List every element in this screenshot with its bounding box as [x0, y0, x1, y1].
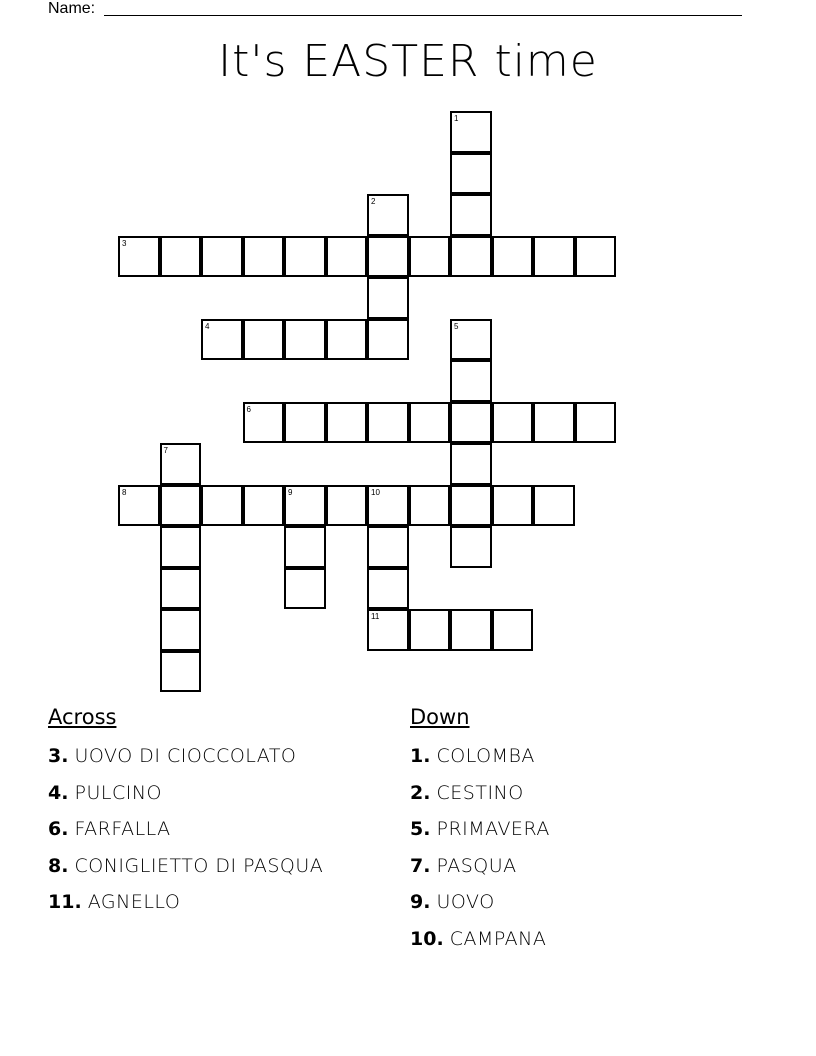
crossword-cell[interactable]	[367, 402, 409, 444]
clue-number: 2	[371, 197, 376, 206]
crossword-cell[interactable]	[118, 485, 160, 527]
clue-number: 5	[454, 321, 459, 331]
crossword-cell[interactable]	[492, 236, 534, 278]
crossword-cell[interactable]	[575, 402, 617, 444]
crossword-cell[interactable]	[160, 485, 202, 527]
down-clue: 2. CESTINO	[410, 781, 524, 804]
clue-number: 7	[163, 446, 168, 455]
crossword-cell[interactable]	[284, 236, 326, 278]
crossword-cell[interactable]	[326, 319, 368, 361]
crossword-cell[interactable]	[533, 485, 575, 527]
crossword-cell[interactable]	[326, 236, 368, 278]
crossword-cell[interactable]	[367, 194, 409, 236]
crossword-cell[interactable]	[326, 402, 368, 444]
crossword-cell[interactable]	[450, 319, 492, 361]
crossword-cell[interactable]	[243, 402, 285, 444]
crossword-cell[interactable]	[160, 526, 202, 568]
crossword-cell[interactable]	[160, 609, 202, 651]
clue-number: 9	[288, 487, 293, 497]
crossword-cell[interactable]	[243, 485, 285, 527]
crossword-cell[interactable]	[450, 526, 492, 568]
crossword-cell[interactable]	[201, 485, 243, 527]
crossword-cell[interactable]	[492, 609, 534, 651]
crossword-cell[interactable]	[160, 443, 202, 485]
down-clue: 10. CAMPANA	[410, 927, 547, 950]
crossword-cell[interactable]	[492, 485, 534, 527]
across-clue: 8. CONIGLIETTO DI PASQUA	[48, 854, 324, 877]
crossword-cell[interactable]	[201, 319, 243, 361]
crossword-cell[interactable]	[492, 402, 534, 444]
clue-number: 11	[371, 612, 380, 621]
down-heading: Down	[410, 705, 470, 729]
crossword-cell[interactable]	[450, 609, 492, 651]
crossword-cell[interactable]	[533, 236, 575, 278]
crossword-cell[interactable]	[409, 609, 451, 651]
across-clue: 11. AGNELLO	[48, 891, 181, 913]
clue-number: 10	[371, 487, 380, 497]
crossword-cell[interactable]	[160, 651, 202, 693]
crossword-cell[interactable]	[326, 485, 368, 527]
crossword-cell[interactable]	[367, 485, 409, 527]
crossword-cell[interactable]	[450, 194, 492, 236]
crossword-cell[interactable]	[367, 526, 409, 568]
crossword-cell[interactable]	[243, 236, 285, 278]
clue-number: 6	[246, 404, 251, 414]
crossword-cell[interactable]	[284, 568, 326, 610]
crossword-cell[interactable]	[284, 319, 326, 361]
across-clue: 6. FARFALLA	[48, 818, 171, 840]
crossword-cell[interactable]	[367, 277, 409, 319]
crossword-cell[interactable]	[575, 236, 617, 278]
down-clues	[410, 702, 740, 957]
crossword-cell[interactable]	[118, 236, 160, 278]
crossword-cell[interactable]	[450, 111, 492, 153]
crossword-cell[interactable]	[450, 360, 492, 402]
crossword-cell[interactable]	[284, 402, 326, 444]
across-heading: Across	[48, 705, 117, 729]
crossword-cell[interactable]	[160, 568, 202, 610]
clue-number: 1	[454, 114, 459, 123]
crossword-cell[interactable]	[284, 485, 326, 527]
page-title: It's EASTER time	[218, 36, 598, 87]
crossword-cell[interactable]	[450, 402, 492, 444]
crossword-cell[interactable]	[367, 568, 409, 610]
crossword-cell[interactable]	[409, 236, 451, 278]
down-clue: 7. PASQUA	[410, 854, 517, 877]
crossword-cell[interactable]	[367, 609, 409, 651]
crossword-cell[interactable]	[160, 236, 202, 278]
crossword-cell[interactable]	[243, 319, 285, 361]
crossword-cell[interactable]	[409, 485, 451, 527]
crossword-cell[interactable]	[450, 485, 492, 527]
crossword-cell[interactable]	[409, 402, 451, 444]
crossword-cell[interactable]	[450, 236, 492, 278]
across-clue: 4. PULCINO	[48, 781, 162, 804]
across-clues	[48, 702, 378, 921]
down-clue: 1. COLOMBA	[410, 745, 535, 767]
crossword-cell[interactable]	[450, 153, 492, 195]
clue-number: 3	[122, 238, 127, 248]
crossword-cell[interactable]	[367, 319, 409, 361]
name-label: Name:	[48, 0, 96, 17]
crossword-cell[interactable]	[284, 526, 326, 568]
across-clue: 3. UOVO DI CIOCCOLATO	[48, 745, 297, 767]
crossword-cell[interactable]	[201, 236, 243, 278]
crossword-cell[interactable]	[367, 236, 409, 278]
clue-number: 4	[205, 321, 210, 331]
crossword-cell[interactable]	[450, 443, 492, 485]
clue-number: 8	[122, 487, 127, 497]
down-clue: 5. PRIMAVERA	[410, 818, 550, 840]
crossword-cell[interactable]	[533, 402, 575, 444]
down-clue: 9. UOVO	[410, 891, 495, 913]
